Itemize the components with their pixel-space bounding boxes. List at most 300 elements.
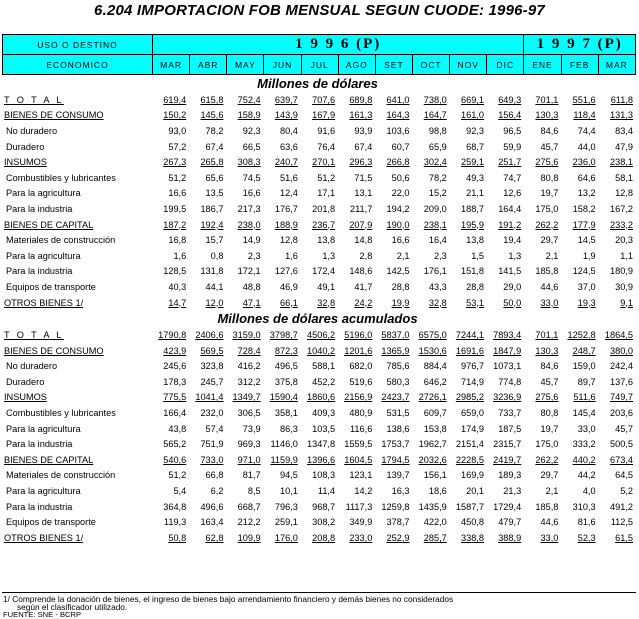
table-cell: 275,6 xyxy=(535,157,559,168)
table-row xyxy=(2,279,636,295)
table-cell: 185,8 xyxy=(535,266,559,277)
table-cell: 285,7 xyxy=(423,532,447,543)
table-cell: 43,3 xyxy=(428,281,447,292)
table-cell: 89,7 xyxy=(577,376,596,387)
table-cell: 6,2 xyxy=(210,486,224,497)
table-row xyxy=(2,390,636,406)
table-row xyxy=(2,217,636,233)
table-row xyxy=(2,264,636,280)
table-cell: 74,7 xyxy=(503,172,522,183)
row-label: BIENES DE CAPITAL xyxy=(4,219,94,230)
table-row xyxy=(2,514,636,530)
table-cell: 74,5 xyxy=(242,172,261,183)
table-cell: 262,2 xyxy=(535,219,559,230)
table-cell: 29,0 xyxy=(503,281,522,292)
row-label: Equipos de transporte xyxy=(6,517,96,528)
table-cell: 130,3 xyxy=(535,345,559,356)
table-cell: 12,0 xyxy=(205,297,224,308)
table-cell: 1040,2 xyxy=(306,345,336,356)
table-cell: 1041,4 xyxy=(195,392,224,403)
table-cell: 1794,5 xyxy=(381,454,410,465)
table-cell: 1,6 xyxy=(285,250,298,261)
table-cell: 167,2 xyxy=(610,203,633,214)
table-cell: 409,3 xyxy=(312,408,336,419)
table-cell: 83,4 xyxy=(615,125,633,136)
table-cell: 689,8 xyxy=(349,94,373,105)
table-cell: 480,9 xyxy=(349,408,373,419)
table-cell: 796,3 xyxy=(274,501,298,512)
row-label: Para la industria xyxy=(6,266,73,277)
table-cell: 49,1 xyxy=(317,281,336,292)
row-label: Materiales de construcción xyxy=(6,470,116,481)
table-row xyxy=(2,468,636,484)
table-cell: 1729,4 xyxy=(493,501,522,512)
table-cell: 1365,9 xyxy=(381,345,410,356)
table-cell: 118,4 xyxy=(573,110,596,121)
table-cell: 124,5 xyxy=(572,266,596,277)
table-cell: 364,8 xyxy=(163,501,187,512)
table-cell: 11,4 xyxy=(317,486,336,497)
table-cell: 232,0 xyxy=(200,408,224,419)
table-cell: 187,2 xyxy=(163,219,187,230)
table-cell: 1146,0 xyxy=(270,439,298,450)
table-cell: 112,5 xyxy=(610,517,633,528)
table-cell: 33,0 xyxy=(540,297,559,308)
table-cell: 968,7 xyxy=(312,501,336,512)
year-1996-header: 1 9 9 6 (P) xyxy=(153,35,524,55)
table-cell: 580,3 xyxy=(386,376,410,387)
row-label: No duradero xyxy=(6,125,58,136)
table-cell: 60,7 xyxy=(391,141,410,152)
table-cell: 131,8 xyxy=(200,266,224,277)
month-header: OCT xyxy=(412,55,449,75)
table-cell: 73,9 xyxy=(242,423,261,434)
table-cell: 1847,9 xyxy=(493,345,522,356)
table-cell: 749,7 xyxy=(610,392,633,403)
table-cell: 1117,3 xyxy=(345,501,373,512)
table-cell: 150,2 xyxy=(163,110,187,121)
table-cell: 67,4 xyxy=(205,141,224,152)
table-cell: 714,9 xyxy=(460,376,484,387)
table-cell: 13,8 xyxy=(466,235,484,246)
table-cell: 1073,1 xyxy=(493,361,522,372)
table-cell: 1790,8 xyxy=(158,330,187,341)
table-cell: 14,5 xyxy=(577,235,596,246)
row-label: Para la agricultura xyxy=(6,188,81,199)
table-cell: 872,3 xyxy=(274,345,298,356)
table-cell: 51,2 xyxy=(168,172,187,183)
table-cell: 47,9 xyxy=(615,141,633,152)
table-cell: 15,2 xyxy=(428,188,447,199)
table-cell: 19,4 xyxy=(503,235,522,246)
table-cell: 646,2 xyxy=(423,376,447,387)
table-cell: 169,9 xyxy=(460,470,484,481)
table-cell: 248,7 xyxy=(572,345,596,356)
table-cell: 16,8 xyxy=(168,235,187,246)
table-cell: 540,6 xyxy=(163,454,187,465)
month-header: DIC xyxy=(487,55,524,75)
table-cell: 265,8 xyxy=(200,157,224,168)
table-row xyxy=(2,483,636,499)
table-cell: 30,9 xyxy=(615,281,633,292)
month-header: ENE xyxy=(524,55,561,75)
table-cell: 4506,2 xyxy=(306,330,336,341)
table-cell: 58,1 xyxy=(615,172,633,183)
table-header xyxy=(2,34,636,74)
table-cell: 2315,7 xyxy=(493,439,522,450)
table-cell: 4,0 xyxy=(582,486,596,497)
table-cell: 422,0 xyxy=(423,517,447,528)
table-cell: 47,1 xyxy=(242,297,261,308)
table-cell: 57,2 xyxy=(168,141,187,152)
table-cell: 619,4 xyxy=(163,94,187,105)
table-cell: 50,8 xyxy=(168,532,187,543)
month-header: MAR xyxy=(153,55,190,75)
table-cell: 1,3 xyxy=(508,250,522,261)
table-cell: 450,8 xyxy=(460,517,484,528)
table-cell: 333,2 xyxy=(572,439,596,450)
table-cell: 5837,0 xyxy=(381,330,410,341)
table-cell: 94,5 xyxy=(279,470,298,481)
table-cell: 18,6 xyxy=(428,486,447,497)
table-cell: 738,0 xyxy=(423,94,447,105)
table-cell: 44,2 xyxy=(577,470,596,481)
table-cell: 81,6 xyxy=(577,517,596,528)
table-cell: 569,5 xyxy=(200,345,224,356)
month-header: JUN xyxy=(264,55,301,75)
table-cell: 20,1 xyxy=(466,486,484,497)
table-cell: 5,4 xyxy=(173,486,187,497)
table-cell: 212,2 xyxy=(237,517,261,528)
table-cell: 3798,7 xyxy=(269,330,298,341)
table-row xyxy=(2,170,636,186)
table-cell: 10,1 xyxy=(279,486,298,497)
table-cell: 108,3 xyxy=(312,470,336,481)
table-cell: 44,6 xyxy=(540,517,559,528)
table-cell: 976,7 xyxy=(460,361,484,372)
table-cell: 1753,7 xyxy=(381,439,410,450)
table-cell: 302,4 xyxy=(423,157,447,168)
table-cell: 639,7 xyxy=(274,94,298,105)
table-cell: 80,4 xyxy=(279,125,298,136)
table-cell: 158,9 xyxy=(237,110,261,121)
table-cell: 1,6 xyxy=(173,250,187,261)
table-cell: 13,1 xyxy=(354,188,373,199)
table-cell: 186,7 xyxy=(200,203,224,214)
row-label: BIENES DE CONSUMO xyxy=(4,110,104,121)
table-cell: 416,2 xyxy=(237,361,261,372)
table-cell: 217,3 xyxy=(237,203,261,214)
table-cell: 93,9 xyxy=(354,125,373,136)
table-cell: 45,7 xyxy=(615,423,633,434)
table-cell: 9,1 xyxy=(620,297,633,308)
table-cell: 2,3 xyxy=(247,250,261,261)
table-cell: 682,0 xyxy=(349,361,373,372)
table-cell: 207,9 xyxy=(349,219,373,230)
table-row xyxy=(2,92,636,108)
table-cell: 519,6 xyxy=(349,376,373,387)
table-cell: 161,0 xyxy=(460,110,484,121)
table-cell: 67,4 xyxy=(354,141,373,152)
table-cell: 565,2 xyxy=(163,439,187,450)
table-cell: 109,9 xyxy=(237,532,261,543)
table-cell: 44,0 xyxy=(577,141,596,152)
table-cell: 1349,7 xyxy=(232,392,261,403)
table-cell: 84,6 xyxy=(540,125,559,136)
row-label: BIENES DE CONSUMO xyxy=(4,345,104,356)
table-cell: 148,6 xyxy=(349,266,373,277)
table-cell: 16,3 xyxy=(391,486,410,497)
row-label: INSUMOS xyxy=(4,157,47,168)
table-cell: 969,3 xyxy=(237,439,261,450)
row-label: No duradero xyxy=(6,361,58,372)
table-cell: 127,6 xyxy=(274,266,298,277)
table-cell: 86,3 xyxy=(279,423,298,434)
table-cell: 701,1 xyxy=(535,330,559,341)
table-cell: 177,9 xyxy=(572,219,596,230)
table-cell: 199,5 xyxy=(163,203,187,214)
table-cell: 17,1 xyxy=(317,188,336,199)
table-cell: 137,6 xyxy=(610,376,633,387)
table-cell: 267,3 xyxy=(163,157,187,168)
table-cell: 751,9 xyxy=(200,439,224,450)
header-label-line1: USO O DESTINO xyxy=(3,35,153,55)
table-cell: 62,8 xyxy=(205,532,224,543)
table-cell: 142,5 xyxy=(386,266,410,277)
row-label: T O T A L xyxy=(4,94,64,105)
table-cell: 130,3 xyxy=(535,110,559,121)
table-cell: 41,7 xyxy=(354,281,373,292)
table-cell: 2,8 xyxy=(359,250,373,261)
table-cell: 609,7 xyxy=(423,408,447,419)
table-cell: 172,4 xyxy=(312,266,336,277)
row-label: Para la industria xyxy=(6,439,73,450)
table-cell: 16,6 xyxy=(168,188,187,199)
table-cell: 195,9 xyxy=(460,219,484,230)
table-cell: 29,7 xyxy=(540,470,559,481)
table-cell: 649,3 xyxy=(498,94,522,105)
table-cell: 13,2 xyxy=(577,188,596,199)
table-cell: 6575,0 xyxy=(418,330,447,341)
table-row xyxy=(2,186,636,202)
footnote-divider xyxy=(2,592,636,593)
table-cell: 74,4 xyxy=(577,125,596,136)
table-cell: 306,5 xyxy=(237,408,261,419)
table-cell: 12,8 xyxy=(279,235,298,246)
table-cell: 145,6 xyxy=(200,110,224,121)
table-row xyxy=(2,123,636,139)
table-cell: 491,2 xyxy=(610,501,633,512)
table-cell: 380,0 xyxy=(610,345,633,356)
row-label: OTROS BIENES 1/ xyxy=(4,532,84,543)
table-cell: 81,7 xyxy=(242,470,261,481)
table-cell: 611,8 xyxy=(610,94,633,105)
table-cell: 668,7 xyxy=(237,501,261,512)
table-cell: 1587,7 xyxy=(455,501,484,512)
table-cell: 266,8 xyxy=(386,157,410,168)
table-cell: 139,7 xyxy=(386,470,410,481)
table-cell: 145,4 xyxy=(572,408,596,419)
table-cell: 669,1 xyxy=(460,94,484,105)
table-cell: 143,9 xyxy=(274,110,298,121)
table-cell: 16,6 xyxy=(391,235,410,246)
table-row xyxy=(2,374,636,390)
header-label-line2: ECONOMICO xyxy=(3,55,153,75)
table-cell: 178,3 xyxy=(163,376,187,387)
table-cell: 93,0 xyxy=(168,125,187,136)
table-cell: 164,7 xyxy=(423,110,447,121)
month-header: MAR xyxy=(598,55,635,75)
table-cell: 50,6 xyxy=(391,172,410,183)
table-cell: 1590,4 xyxy=(269,392,298,403)
table-cell: 275,6 xyxy=(535,392,559,403)
table-cell: 308,2 xyxy=(312,517,336,528)
table-cell: 245,7 xyxy=(200,376,224,387)
table-row xyxy=(2,232,636,248)
table-cell: 2032,6 xyxy=(418,454,447,465)
table-row xyxy=(2,108,636,124)
table-cell: 1559,5 xyxy=(344,439,373,450)
table-cell: 32,8 xyxy=(317,297,336,308)
table-cell: 52,3 xyxy=(577,532,596,543)
table-cell: 14,2 xyxy=(354,486,373,497)
table-cell: 44,1 xyxy=(205,281,224,292)
month-header: MAY xyxy=(227,55,264,75)
table-cell: 259,1 xyxy=(274,517,298,528)
page-title: 6.204 IMPORTACION FOB MENSUAL SEGUN CUODE: 1996-97 xyxy=(94,2,545,19)
table-cell: 66,1 xyxy=(279,297,298,308)
table-cell: 190,0 xyxy=(386,219,410,230)
table-cell: 588,1 xyxy=(312,361,336,372)
row-label: INSUMOS xyxy=(4,392,47,403)
table-cell: 131,3 xyxy=(610,110,633,121)
table-cell: 2151,4 xyxy=(455,439,484,450)
table-cell: 96,5 xyxy=(503,125,522,136)
table-cell: 32,8 xyxy=(428,297,447,308)
table-cell: 211,7 xyxy=(350,203,373,214)
table-cell: 270,1 xyxy=(312,157,336,168)
table-cell: 262,2 xyxy=(535,454,559,465)
table-cell: 68,7 xyxy=(466,141,484,152)
table-cell: 12,4 xyxy=(279,188,298,199)
table-cell: 1691,6 xyxy=(455,345,484,356)
row-label: BIENES DE CAPITAL xyxy=(4,454,94,465)
table-cell: 159,0 xyxy=(572,361,596,372)
table-cell: 1347,8 xyxy=(306,439,336,450)
table-row xyxy=(2,530,636,546)
table-cell: 242,4 xyxy=(610,361,633,372)
table-cell: 238,0 xyxy=(237,219,261,230)
table-cell: 174,9 xyxy=(460,423,484,434)
table-cell: 5196,0 xyxy=(344,330,373,341)
table-cell: 496,5 xyxy=(274,361,298,372)
table-cell: 158,2 xyxy=(572,203,596,214)
table-cell: 45,7 xyxy=(540,376,559,387)
table-cell: 78,2 xyxy=(205,125,224,136)
table-cell: 64,6 xyxy=(577,172,596,183)
table-cell: 22,0 xyxy=(391,188,410,199)
table-cell: 551,6 xyxy=(572,94,596,105)
table-cell: 0,8 xyxy=(210,250,224,261)
table-cell: 15,7 xyxy=(205,235,224,246)
table-cell: 312,2 xyxy=(237,376,261,387)
table-cell: 191,2 xyxy=(498,219,522,230)
table-cell: 14,7 xyxy=(168,297,187,308)
table-cell: 166,4 xyxy=(163,408,187,419)
table-cell: 172,1 xyxy=(237,266,261,277)
table-cell: 98,8 xyxy=(428,125,447,136)
table-cell: 388,9 xyxy=(498,532,522,543)
data-table xyxy=(2,75,636,546)
table-cell: 728,4 xyxy=(237,345,261,356)
table-cell: 46,9 xyxy=(279,281,298,292)
table-cell: 175,0 xyxy=(535,203,559,214)
table-cell: 28,8 xyxy=(466,281,484,292)
table-cell: 92,3 xyxy=(242,125,261,136)
table-cell: 1159,9 xyxy=(270,454,298,465)
table-cell: 92,3 xyxy=(466,125,484,136)
table-cell: 233,2 xyxy=(610,219,633,230)
table-cell: 209,0 xyxy=(423,203,447,214)
table-cell: 378,7 xyxy=(386,517,410,528)
table-cell: 259,1 xyxy=(460,157,484,168)
table-cell: 2726,1 xyxy=(418,392,447,403)
table-cell: 153,8 xyxy=(423,423,447,434)
table-cell: 240,7 xyxy=(274,157,298,168)
table-row xyxy=(2,436,636,452)
section-heading: Millones de dólares acumulados xyxy=(217,311,418,327)
table-cell: 123,1 xyxy=(349,470,373,481)
table-cell: 19,9 xyxy=(391,297,410,308)
table-cell: 29,7 xyxy=(540,235,559,246)
table-row xyxy=(2,405,636,421)
table-cell: 138,6 xyxy=(386,423,410,434)
table-cell: 1201,6 xyxy=(344,345,373,356)
table-cell: 103,5 xyxy=(312,423,336,434)
month-header: SET xyxy=(375,55,412,75)
table-cell: 80,8 xyxy=(540,408,559,419)
table-cell: 251,7 xyxy=(498,157,522,168)
footnote-line-1: 1/ Comprende la donación de bienes, el ingreso de bienes bajo arrendamiento financiero y demás bienes no considerados xyxy=(3,594,454,604)
source-note: FUENTE: SNE - BCRP xyxy=(3,610,82,619)
table-cell: 119,3 xyxy=(163,517,187,528)
table-cell: 91,6 xyxy=(317,125,336,136)
table-cell: 12,8 xyxy=(615,188,633,199)
table-cell: 1,1 xyxy=(620,250,633,261)
table-cell: 19,7 xyxy=(540,423,559,434)
table-cell: 884,4 xyxy=(423,361,447,372)
table-row xyxy=(2,201,636,217)
table-cell: 785,6 xyxy=(386,361,410,372)
table-row xyxy=(2,295,636,311)
table-cell: 24,2 xyxy=(354,297,373,308)
table-cell: 500,5 xyxy=(610,439,633,450)
table-cell: 176,1 xyxy=(423,266,447,277)
table-cell: 496,6 xyxy=(200,501,224,512)
table-cell: 2423,7 xyxy=(381,392,410,403)
table-cell: 176,7 xyxy=(274,203,298,214)
row-label: Para la agricultura xyxy=(6,423,81,434)
table-cell: 440,2 xyxy=(572,454,596,465)
table-cell: 65,9 xyxy=(428,141,447,152)
table-cell: 8,5 xyxy=(247,486,261,497)
table-cell: 2156,9 xyxy=(344,392,373,403)
table-cell: 531,5 xyxy=(386,408,410,419)
table-cell: 1252,8 xyxy=(567,330,596,341)
table-cell: 66,5 xyxy=(242,141,261,152)
table-cell: 161,3 xyxy=(349,110,373,121)
table-cell: 44,6 xyxy=(540,281,559,292)
